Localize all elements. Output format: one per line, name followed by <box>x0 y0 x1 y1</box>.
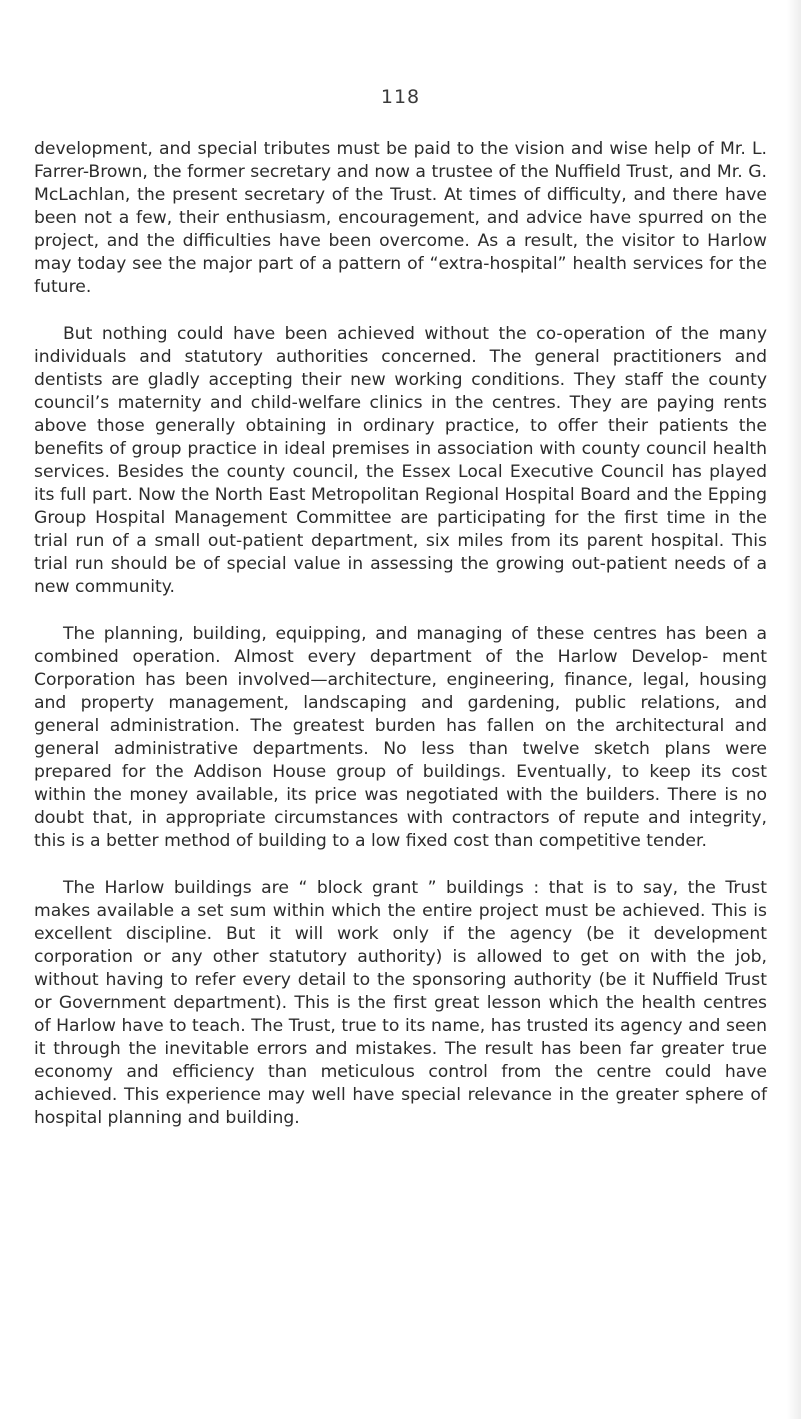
body-text <box>34 138 767 1154</box>
page-edge-shadow <box>787 0 801 1419</box>
paragraph-cooperation: But nothing could have been achieved without the co-operation of the many individuals and statutory authorities concerned. The general practitioners and dentists are gladly accepting their new working conditions. They staff the county council’s maternity and child-welfare clinics in the centres. They are paying rents above those generally obtaining in ordinary practice, to offer their patients the benefits of group practice in ideal premises in association with county council health services. Besides the county council, the Essex Local Executive Council has played its full part. Now the North East Metropolitan Regional Hospital Board and the Epping Group Hospital Management Committee are participating for the first time in the trial run of a small out-patient department, six miles from its parent hospital. This trial run should be of special value in assessing the growing out-patient needs of a new community. <box>34 324 767 597</box>
paragraph-planning: The planning, building, equipping, and managing of these centres has been a combined operation. Almost every department of the Harlow Develop- ment Corporation has been involved—architecture, engineering, finance, legal, housing and property management, landscaping and gardening, public relations, and general administration. The greatest burden has fallen on the architectural and general administrative departments. No less than twelve sketch plans were prepared for the Addison House group of buildings. Eventually, to keep its cost within the money available, its price was negotiated with the builders. There is no doubt that, in appropriate circumstances with contractors of repute and integrity, this is a better method of building to a low fixed cost than competitive tender. <box>34 624 767 851</box>
paragraph-block-grant: The Harlow buildings are “ block grant ” buildings : that is to say, the Trust makes available a set sum within which the entire project must be achieved. This is excellent discipline. But it will work only if the agency (be it development corporation or any other statutory authority) is allowed to get on with the job, without having to refer every detail to the sponsoring authority (be it Nuffield Trust or Government department). This is the first great lesson which the health centres of Harlow have to teach. The Trust, true to its name, has trusted its agency and seen it through the inevitable errors and mistakes. The result has been far greater true economy and efficiency than meticulous control from the centre could have achieved. This experience may well have special relevance in the greater sphere of hospital planning and building. <box>34 878 767 1128</box>
page-number: 118 <box>380 86 421 108</box>
paragraph-continuation: development, and special tributes must be paid to the vision and wise help of Mr. L. Farrer-Brown, the former secretary and now a trustee of the Nuffield Trust, and Mr. G. McLachlan, the present secretary of the Trust. At times of difficulty, and there have been not a few, their enthusiasm, encouragement, and advice have spurred on the project, and the difficulties have been overcome. As a result, the visitor to Harlow may today see the major part of a pattern of “extra-hospital” health services for the future. <box>34 139 767 297</box>
